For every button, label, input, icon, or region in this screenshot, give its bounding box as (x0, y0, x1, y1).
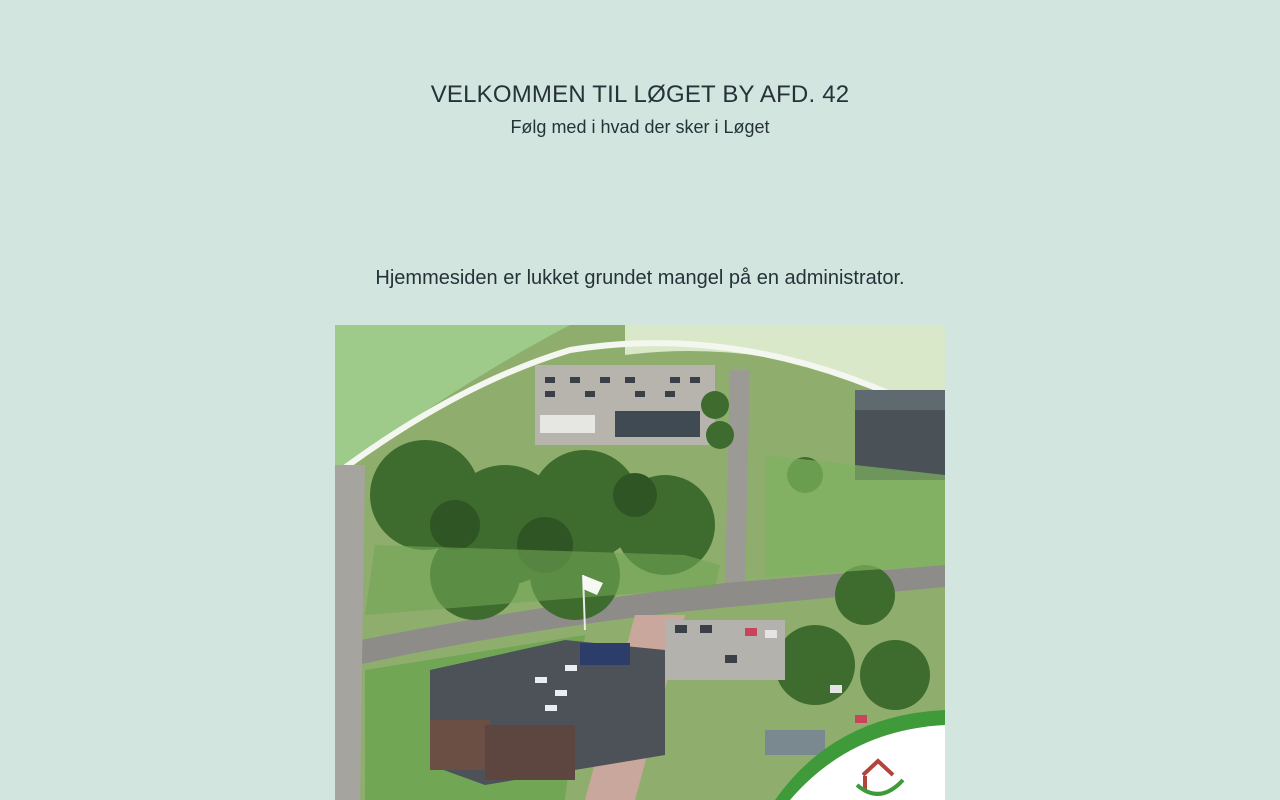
site-header (0, 80, 1280, 138)
aerial-photo-drawing (335, 325, 945, 800)
page-subtitle: Følg med i hvad der sker i Løget (510, 117, 770, 137)
page-title: VELKOMMEN TIL LØGET BY AFD. 42 (430, 81, 850, 108)
closed-notice: Hjemmesiden er lukket grundet mangel på en administrator. (375, 267, 905, 289)
aerial-photo (335, 325, 945, 800)
